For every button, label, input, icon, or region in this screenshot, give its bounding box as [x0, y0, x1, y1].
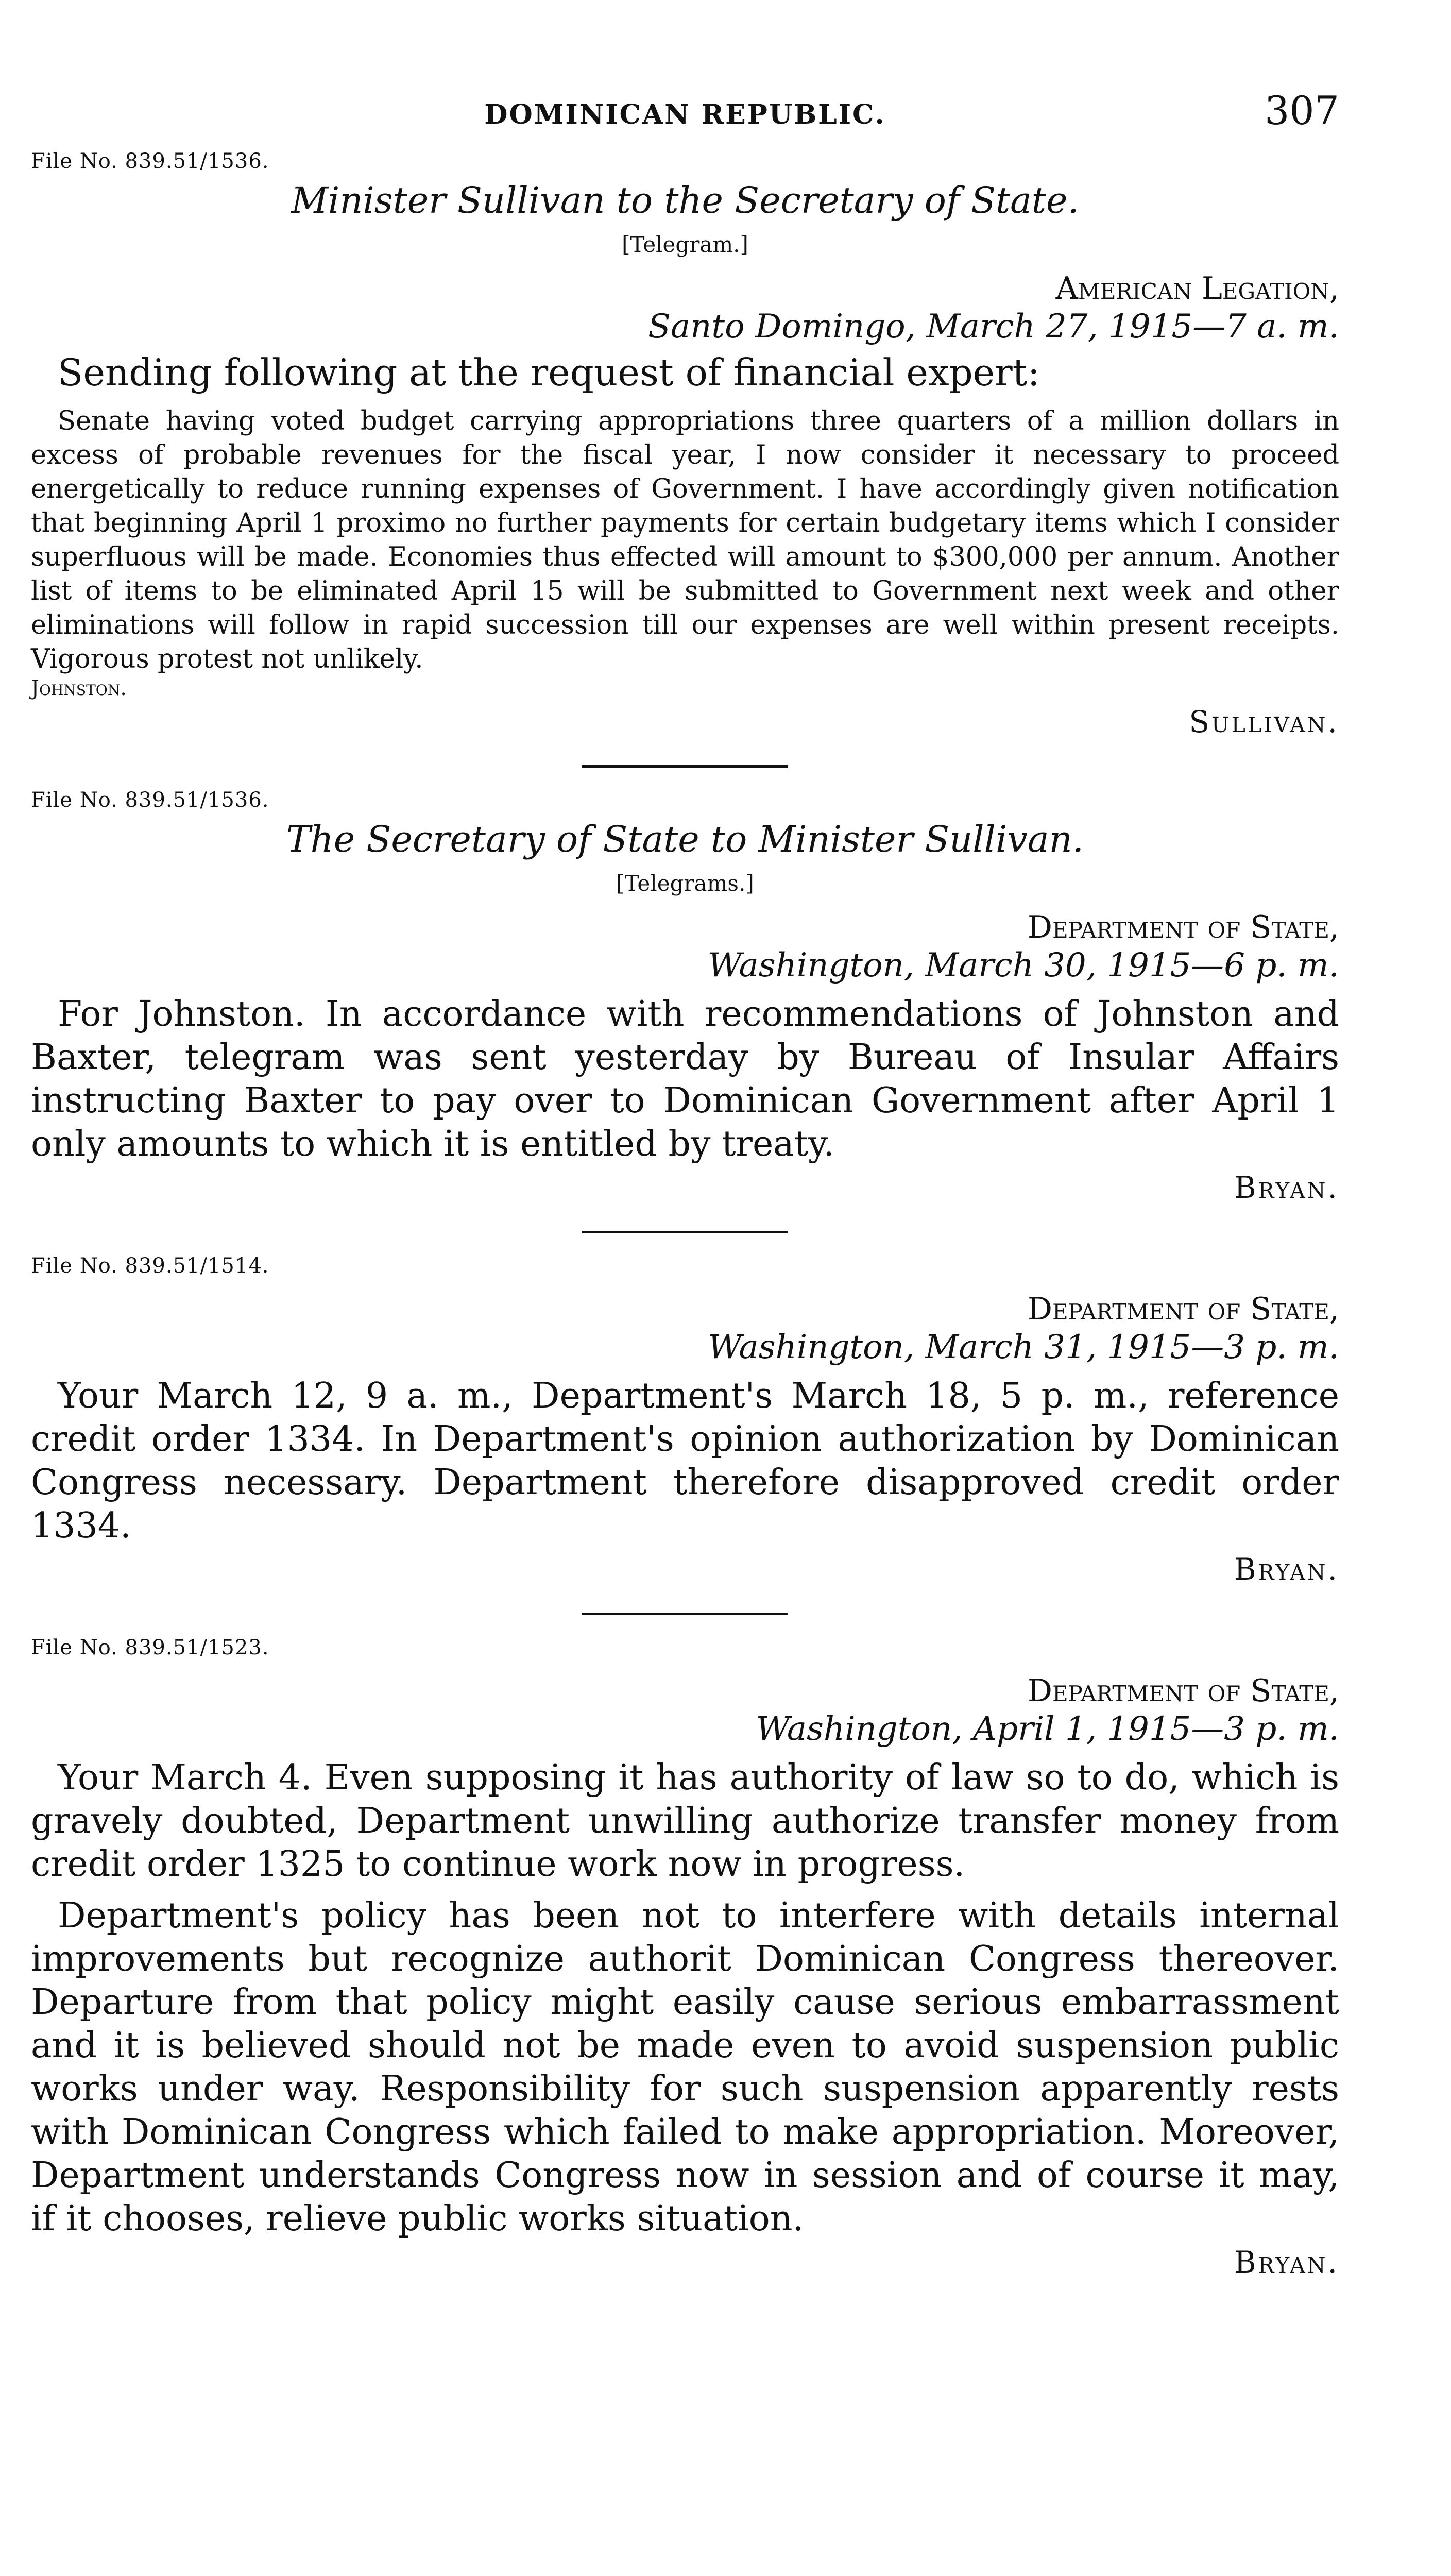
document-title: Minister Sullivan to the Secretary of State.	[291, 179, 1079, 222]
signature: Bryan.	[1234, 1552, 1339, 1587]
document-page	[31, 88, 1339, 2280]
signature: Bryan.	[1234, 1170, 1339, 1205]
signature: Bryan.	[1234, 2245, 1339, 2280]
file-number: File No. 839.51/1514.	[31, 1254, 269, 1278]
page-number: 307	[1264, 88, 1339, 133]
document-kind: [Telegrams.]	[616, 871, 754, 896]
lead-line: Sending following at the request of financial expert:	[58, 351, 1040, 394]
document-kind: [Telegram.]	[622, 232, 748, 257]
section-divider	[582, 1613, 788, 1615]
file-number: File No. 839.51/1536.	[31, 788, 269, 812]
dateline: Santo Domingo, March 27, 1915—7 a. m.	[648, 308, 1339, 346]
file-number: File No. 839.51/1523.	[31, 1636, 269, 1659]
sender-place: Department of State,	[1027, 1291, 1339, 1327]
sender-place: Department of State,	[1027, 1673, 1339, 1709]
body-paragraph: Department's policy has been not to interfere with details internal improvements but recognize authorit Dominican Congress thereover. Departure from that policy might easily cause serious embarrassment and it is believed should not be made even to avoid suspension public works under way. Responsibility for such suspension apparently rests with Dominican Congress which failed to make appropriation. Moreover, Department understands Congress now in session and of course it may, if it chooses, relieve public works situation.	[31, 1895, 1339, 2239]
sender-place: Department of State,	[1027, 909, 1339, 945]
section-divider	[582, 1231, 788, 1233]
document-section-4	[31, 1636, 1339, 2280]
body-paragraph: Your March 4. Even supposing it has authority of law so to do, which is gravely doubted, Department unwilling authorize transfer money from credit order 1325 to continue work now in progress.	[31, 1757, 1339, 1885]
document-section-3	[31, 1254, 1339, 1587]
dateline: Washington, March 31, 1915—3 p. m.	[708, 1328, 1339, 1366]
dateline: Washington, April 1, 1915—3 p. m.	[756, 1710, 1339, 1748]
quoted-telegram: Senate having voted budget carrying appropriations three quarters of a million dollars in excess of probable revenues for the fiscal year, I now consider it necessary to proceed energetically to reduce running expenses of Government. I have accordingly given notification that beginning April 1 proximo no further payments for certain budgetary items which I consider superfluous will be made. Economies thus effected will amount to $300,000 per annum. Another list of items to be eliminated April 15 will be submitted to Government next week and other eliminations will follow in rapid succession till our expenses are well within present receipts. Vigorous protest not unlikely.	[31, 406, 1339, 674]
sender-place: American Legation,	[1055, 270, 1339, 307]
running-title: DOMINICAN REPUBLIC.	[484, 99, 886, 130]
body-paragraph: For Johnston. In accordance with recommendations of Johnston and Baxter, telegram was sent yesterday by Bureau of Insular Affairs instructing Baxter to pay over to Dominican Government after April 1 only amounts to which it is entitled by treaty.	[31, 994, 1339, 1164]
document-section-2	[31, 788, 1339, 1205]
signature: Sullivan.	[1189, 704, 1339, 739]
file-number: File No. 839.51/1536.	[31, 149, 269, 173]
running-head	[31, 88, 1339, 149]
document-section-1	[31, 149, 1339, 739]
dateline: Washington, March 30, 1915—6 p. m.	[708, 946, 1339, 985]
document-title: The Secretary of State to Minister Sullivan.	[286, 818, 1084, 860]
body-paragraph: Your March 12, 9 a. m., Department's March 18, 5 p. m., reference credit order 1334. In Department's opinion authorization by Dominican Congress necessary. Department therefore disapproved credit order 1334.	[31, 1376, 1339, 1546]
section-divider	[582, 765, 788, 768]
quoted-signature: Johnston.	[31, 676, 127, 700]
